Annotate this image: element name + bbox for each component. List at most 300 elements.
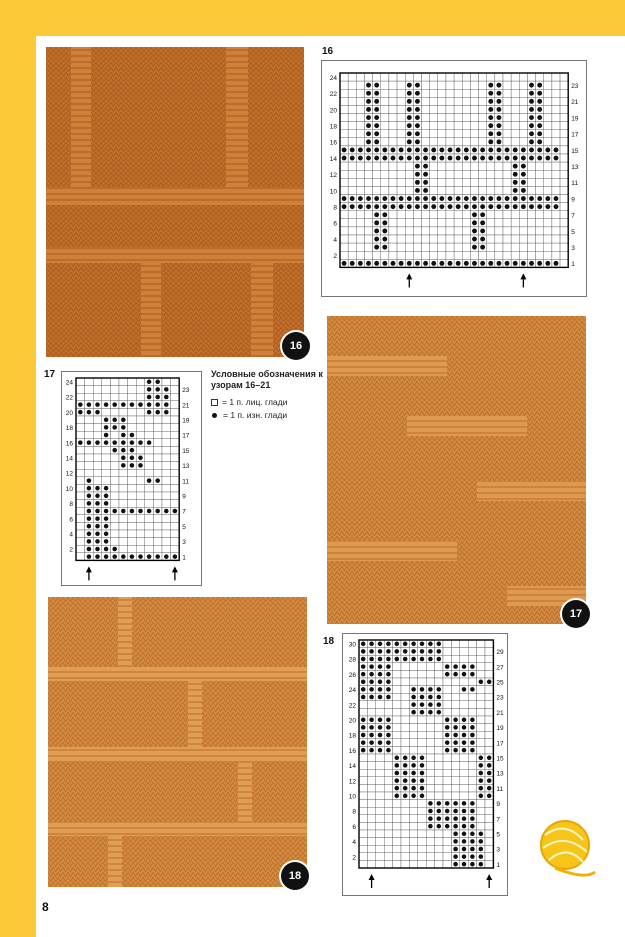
chart-cell — [485, 746, 493, 754]
purl-dot — [386, 687, 391, 692]
purl-dot — [448, 204, 453, 209]
purl-dot — [403, 786, 408, 791]
chart-cell — [102, 386, 111, 394]
chart-cell — [454, 211, 462, 219]
chart-cell — [487, 235, 495, 243]
chart-cell — [409, 716, 417, 724]
purl-dot — [545, 148, 550, 153]
purl-dot — [521, 172, 526, 177]
chart-cell — [76, 507, 85, 515]
chart-cell — [405, 178, 413, 186]
chart-cell — [348, 235, 356, 243]
chart-cell — [519, 105, 527, 113]
chart-cell — [128, 424, 137, 432]
chart-cell — [162, 454, 171, 462]
chart-cell — [485, 731, 493, 739]
chart-cell — [560, 89, 568, 97]
purl-dot — [472, 229, 477, 234]
purl-dot — [453, 839, 458, 844]
chart-cell — [446, 114, 454, 122]
chart-cell — [485, 663, 493, 671]
chart-cell — [485, 670, 493, 678]
chart-cell — [389, 243, 397, 251]
chart-cell — [443, 860, 451, 868]
purl-dot — [521, 164, 526, 169]
chart-cell — [376, 708, 384, 716]
chart-cell — [393, 830, 401, 838]
purl-dot — [369, 664, 374, 669]
chart-cell — [418, 716, 426, 724]
chart-cell — [430, 162, 438, 170]
purl-dot — [361, 733, 366, 738]
chart-cell — [340, 130, 348, 138]
chart-cell — [393, 800, 401, 808]
row-label-right: 15 — [571, 147, 579, 155]
purl-dot — [399, 204, 404, 209]
chart-cell — [381, 114, 389, 122]
purl-dot — [78, 440, 83, 445]
chart-cell — [389, 114, 397, 122]
purl-dot — [350, 148, 355, 153]
purl-dot — [445, 672, 450, 677]
row-label-right: 7 — [182, 508, 186, 516]
chart-cell — [435, 845, 443, 853]
chart-cell — [443, 853, 451, 861]
chart-cell — [409, 670, 417, 678]
purl-dot — [423, 196, 428, 201]
chart-cell — [426, 830, 434, 838]
chart-cell — [364, 251, 372, 259]
purl-dot — [391, 148, 396, 153]
chart-cell — [376, 830, 384, 838]
chart-cell — [418, 830, 426, 838]
chart-cell — [435, 754, 443, 762]
chart-cell — [119, 477, 128, 485]
chart-cell — [376, 777, 384, 785]
purl-dot — [529, 261, 534, 266]
chart-cell — [393, 731, 401, 739]
chart-cell — [136, 545, 145, 553]
chart-cell — [110, 538, 119, 546]
purl-dot — [453, 824, 458, 829]
purl-dot — [399, 196, 404, 201]
legend-title: Условные обозначения к узорам 16–21 — [211, 369, 323, 390]
chart-cell — [359, 754, 367, 762]
chart-cell — [443, 686, 451, 694]
chart-cell — [479, 170, 487, 178]
chart-cell — [76, 416, 85, 424]
purl-dot — [448, 148, 453, 153]
chart-cell — [438, 81, 446, 89]
purl-dot — [496, 115, 501, 120]
chart-cell — [462, 243, 470, 251]
chart-cell — [102, 378, 111, 386]
chart-cell — [119, 515, 128, 523]
chart-cell — [552, 114, 560, 122]
chart-cell — [171, 469, 180, 477]
chart-cell — [552, 178, 560, 186]
chart-cell — [519, 122, 527, 130]
chart-cell — [435, 724, 443, 732]
chart-cell — [76, 530, 85, 538]
purl-dot — [138, 440, 143, 445]
purl-dot — [521, 156, 526, 161]
purl-dot — [391, 261, 396, 266]
purl-dot — [529, 99, 534, 104]
chart-cell — [405, 170, 413, 178]
purl-dot — [350, 204, 355, 209]
chart-cell — [119, 492, 128, 500]
purl-dot — [374, 91, 379, 96]
chart-cell — [413, 235, 421, 243]
purl-dot — [374, 229, 379, 234]
chart-cell — [348, 138, 356, 146]
chart-cell — [76, 484, 85, 492]
chart-cell — [340, 251, 348, 259]
chart-cell — [110, 515, 119, 523]
purl-dot — [415, 156, 420, 161]
purl-dot — [488, 99, 493, 104]
chart-cell — [519, 81, 527, 89]
chart-cell — [136, 500, 145, 508]
chart-cell — [93, 462, 102, 470]
purl-dot — [87, 402, 92, 407]
chart-cell — [460, 693, 468, 701]
chart-cell — [110, 462, 119, 470]
chart-cell — [495, 186, 503, 194]
chart-cell — [136, 431, 145, 439]
chart-cell — [470, 81, 478, 89]
chart-cell — [364, 227, 372, 235]
chart-cell — [527, 243, 535, 251]
row-label-right: 7 — [496, 816, 501, 824]
purl-dot — [529, 156, 534, 161]
empty-square-icon — [211, 399, 218, 406]
chart-cell — [446, 97, 454, 105]
chart-cell — [443, 769, 451, 777]
purl-dot — [87, 486, 92, 491]
chart-cell — [384, 860, 392, 868]
chart-cell — [102, 462, 111, 470]
purl-dot — [382, 261, 387, 266]
row-label-left: 20 — [65, 409, 73, 417]
chart-cell — [560, 73, 568, 81]
chart-cell — [340, 235, 348, 243]
chart-cell — [443, 655, 451, 663]
purl-dot — [366, 131, 371, 136]
chart-cell — [389, 122, 397, 130]
chart-cell — [503, 211, 511, 219]
chart-cell — [376, 792, 384, 800]
purl-dot — [415, 196, 420, 201]
chart-cell — [348, 243, 356, 251]
purl-dot — [147, 395, 152, 400]
chart-cell — [171, 515, 180, 523]
chart-cell — [413, 211, 421, 219]
chart-cell — [418, 746, 426, 754]
purl-dot — [453, 816, 458, 821]
chart-cell — [446, 219, 454, 227]
row-label-right: 13 — [182, 463, 190, 471]
chart-cell — [511, 114, 519, 122]
purl-dot — [164, 402, 169, 407]
purl-dot — [487, 771, 492, 776]
chart-cell — [397, 178, 405, 186]
chart-cell — [381, 162, 389, 170]
row-label-left: 4 — [69, 531, 73, 539]
purl-dot — [386, 664, 391, 669]
chart-cell — [477, 800, 485, 808]
chart-cell — [552, 211, 560, 219]
chart-cell — [340, 97, 348, 105]
chart-cell — [405, 73, 413, 81]
chart-cell — [470, 97, 478, 105]
purl-dot — [164, 410, 169, 415]
chart-cell — [153, 439, 162, 447]
purl-dot — [358, 156, 363, 161]
chart-cell — [536, 162, 544, 170]
chart-cell — [85, 378, 94, 386]
purl-dot — [545, 261, 550, 266]
chart-cell — [462, 81, 470, 89]
chart-cell — [468, 678, 476, 686]
chart-cell — [426, 754, 434, 762]
purl-dot — [423, 172, 428, 177]
chart-cell — [418, 838, 426, 846]
purl-dot — [464, 148, 469, 153]
chart-cell — [359, 792, 367, 800]
chart-cell — [405, 227, 413, 235]
purl-dot — [453, 718, 458, 723]
chart-cell — [468, 754, 476, 762]
chart-cell — [468, 640, 476, 648]
chart-cell — [485, 807, 493, 815]
purl-dot — [420, 794, 425, 799]
chart-cell — [443, 754, 451, 762]
purl-dot — [155, 509, 160, 514]
purl-dot — [395, 649, 400, 654]
chart-cell — [376, 845, 384, 853]
purl-dot — [403, 771, 408, 776]
chart-cell — [376, 860, 384, 868]
chart-cell — [145, 431, 154, 439]
purl-dot — [386, 649, 391, 654]
row-label-right: 5 — [182, 523, 186, 531]
chart-cell — [544, 170, 552, 178]
purl-dot — [361, 687, 366, 692]
chart-cell — [110, 484, 119, 492]
purl-dot — [407, 131, 412, 136]
chart-cell — [136, 484, 145, 492]
chart-cell — [110, 431, 119, 439]
chart-cell — [519, 243, 527, 251]
chart-cell — [413, 251, 421, 259]
chart-cell — [544, 211, 552, 219]
chart-cell — [477, 807, 485, 815]
row-label-left: 10 — [329, 188, 337, 196]
chart-cell — [102, 477, 111, 485]
chart-cell — [85, 431, 94, 439]
chart-cell — [397, 105, 405, 113]
chart-cell — [356, 138, 364, 146]
chart-cell — [443, 838, 451, 846]
purl-dot — [374, 83, 379, 88]
purl-dot — [428, 816, 433, 821]
chart-cell — [397, 81, 405, 89]
purl-dot — [407, 156, 412, 161]
chart-cell — [418, 731, 426, 739]
row-label-left: 2 — [352, 854, 356, 862]
chart-cell — [477, 701, 485, 709]
purl-dot — [374, 131, 379, 136]
chart-cell — [171, 530, 180, 538]
chart-cell — [422, 81, 430, 89]
chart-cell — [468, 762, 476, 770]
chart-cell — [145, 424, 154, 432]
chart-cell — [171, 462, 180, 470]
chart-cell — [552, 170, 560, 178]
chart-cell — [359, 830, 367, 838]
chart-cell — [519, 219, 527, 227]
purl-dot — [130, 456, 135, 461]
chart-cell — [460, 769, 468, 777]
chart-cell — [364, 73, 372, 81]
chart-cell — [401, 701, 409, 709]
chart-cell — [511, 130, 519, 138]
purl-dot — [448, 196, 453, 201]
chart-cell — [430, 122, 438, 130]
purl-dot — [411, 649, 416, 654]
chart-cell — [552, 105, 560, 113]
chart-cell — [110, 477, 119, 485]
chart-cell — [384, 792, 392, 800]
chart-cell — [418, 845, 426, 853]
purl-dot — [87, 547, 92, 552]
chart-cell — [393, 739, 401, 747]
chart-cell — [171, 492, 180, 500]
purl-dot — [104, 532, 109, 537]
chart-cell — [454, 243, 462, 251]
chart-cell — [171, 454, 180, 462]
row-label-left: 14 — [65, 455, 73, 463]
chart-cell — [544, 243, 552, 251]
purl-dot — [147, 440, 152, 445]
chart-cell — [560, 251, 568, 259]
chart-cell — [536, 243, 544, 251]
chart-cell — [430, 251, 438, 259]
chart-cell — [422, 243, 430, 251]
chart-cell — [119, 393, 128, 401]
chart-cell — [356, 235, 364, 243]
chart-cell — [435, 784, 443, 792]
chart-cell — [477, 655, 485, 663]
purl-dot — [488, 204, 493, 209]
chart-cell — [153, 469, 162, 477]
chart-cell — [422, 73, 430, 81]
purl-dot — [366, 156, 371, 161]
chart-cell — [136, 469, 145, 477]
purl-dot — [445, 733, 450, 738]
chart-cell — [536, 227, 544, 235]
chart-cell — [145, 538, 154, 546]
purl-dot — [386, 657, 391, 662]
purl-dot — [479, 786, 484, 791]
row-label-left: 28 — [348, 656, 356, 664]
purl-dot — [529, 123, 534, 128]
chart-cell — [462, 178, 470, 186]
chart-cell — [527, 211, 535, 219]
purl-dot — [164, 395, 169, 400]
chart-cell — [119, 522, 128, 530]
purl-dot — [382, 237, 387, 242]
chart-cell — [119, 408, 128, 416]
row-label-left: 18 — [65, 425, 73, 433]
purl-dot — [415, 164, 420, 169]
purl-dot — [496, 196, 501, 201]
chart-cell — [381, 170, 389, 178]
purl-dot — [513, 261, 518, 266]
chart-cell — [93, 393, 102, 401]
chart-cell — [76, 553, 85, 561]
purl-dot — [374, 245, 379, 250]
chart-cell — [389, 97, 397, 105]
purl-dot — [399, 261, 404, 266]
chart-cell — [110, 378, 119, 386]
chart-cell — [544, 186, 552, 194]
chart-cell — [359, 701, 367, 709]
row-label-left: 14 — [348, 763, 356, 771]
chart-cell — [102, 393, 111, 401]
row-label-left: 16 — [65, 440, 73, 448]
row-label-left: 22 — [65, 394, 73, 402]
purl-dot — [164, 554, 169, 559]
chart-cell — [462, 219, 470, 227]
chart-cell — [462, 162, 470, 170]
purl-dot — [378, 718, 383, 723]
purl-dot — [464, 204, 469, 209]
chart-cell — [485, 686, 493, 694]
purl-dot — [420, 763, 425, 768]
chart-cell — [418, 670, 426, 678]
purl-dot — [437, 702, 442, 707]
chart-cell — [356, 227, 364, 235]
purl-dot — [361, 740, 366, 745]
chart-cell — [470, 105, 478, 113]
chart-cell — [356, 170, 364, 178]
chart-cell — [468, 708, 476, 716]
row-label-right: 17 — [571, 131, 579, 139]
chart-cell — [359, 807, 367, 815]
purl-dot — [95, 410, 100, 415]
chart-cell — [479, 162, 487, 170]
purl-dot — [420, 771, 425, 776]
chart-cell — [381, 81, 389, 89]
purl-dot — [513, 188, 518, 193]
purl-dot — [358, 148, 363, 153]
chart-cell — [171, 393, 180, 401]
chart-cell — [171, 500, 180, 508]
purl-dot — [342, 204, 347, 209]
row-label-left: 4 — [352, 839, 356, 847]
chart-cell — [479, 178, 487, 186]
chart-cell — [460, 792, 468, 800]
purl-dot — [104, 418, 109, 423]
chart-cell — [503, 130, 511, 138]
purl-dot — [453, 854, 458, 859]
purl-dot — [403, 778, 408, 783]
purl-dot — [382, 204, 387, 209]
row-label-left: 16 — [348, 747, 356, 755]
